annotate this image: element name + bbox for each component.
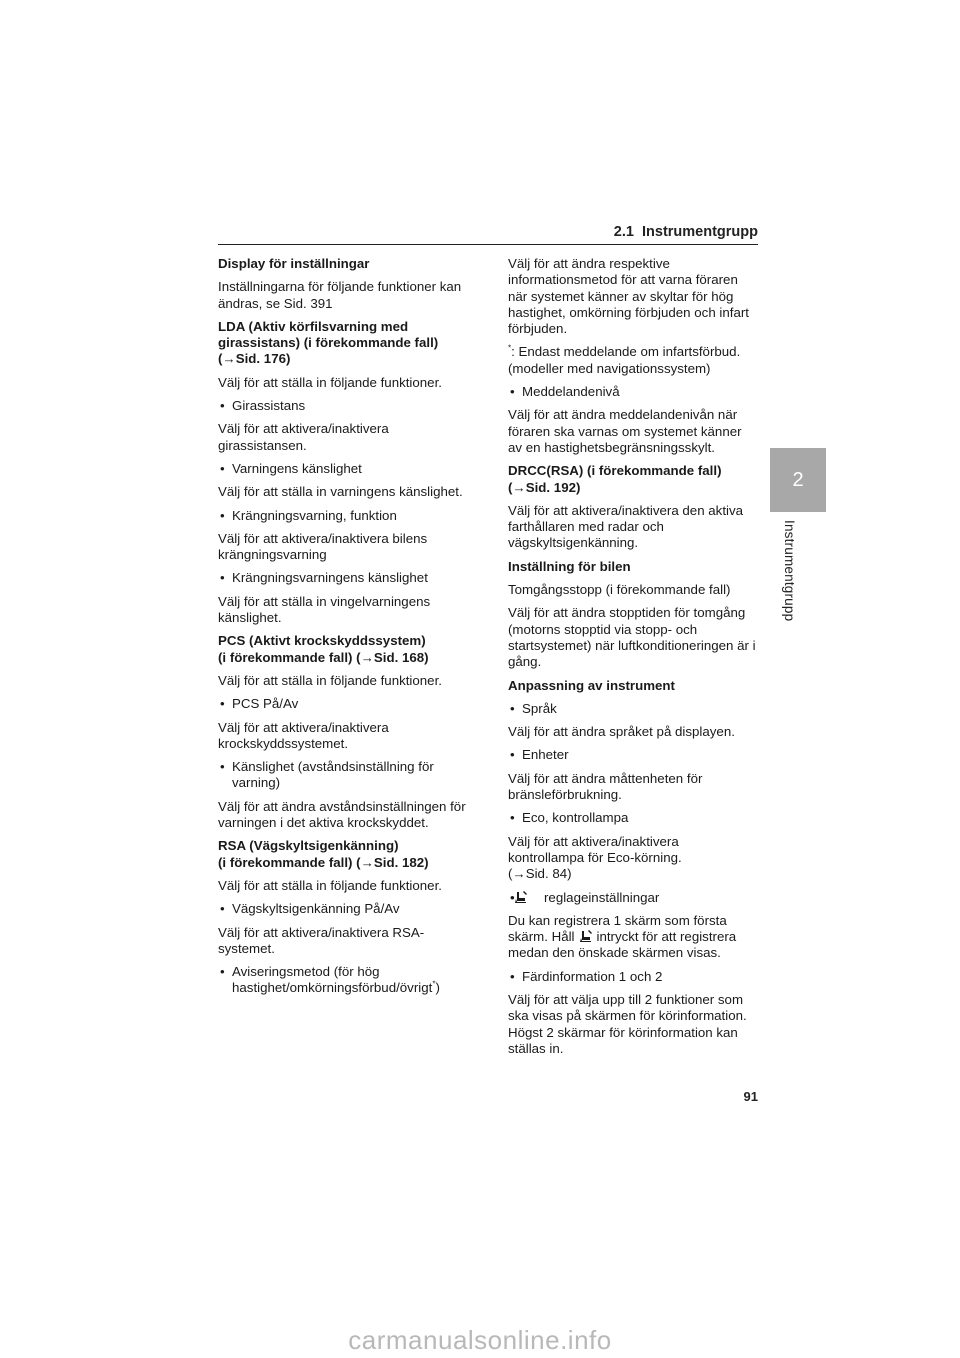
text-eco xyxy=(508,834,758,883)
right-column xyxy=(508,256,758,1064)
bullet-girassistans: Girassistans xyxy=(232,398,306,414)
text-fardinfo: Välj för att välja upp till 2 funktioner som ska visas på skärmen för körinformation. Högst 2 skärmar för körinformation kan ställas in. xyxy=(508,991,747,1056)
text-eco-body: Välj för att aktivera/inaktivera kontrollampa för Eco-körning. xyxy=(508,833,682,865)
bullet-varningens: Varningens känslighet xyxy=(232,460,362,476)
lda-heading xyxy=(218,319,468,368)
list-item: • PCS På/Av xyxy=(220,696,299,712)
list-item: • Färdinformation 1 och 2 xyxy=(510,968,663,984)
footnote xyxy=(508,344,758,377)
tomgang-title: Tomgångsstopp (i förekommande fall) xyxy=(508,582,731,598)
footnote-text: : Endast meddelande om infartsförbud. (modeller med navigationssystem) xyxy=(508,344,741,376)
bullet-fardinfo: Färdinformation 1 och 2 xyxy=(522,968,663,984)
chapter-tab xyxy=(770,448,826,512)
pcs-heading-line2: (i förekommande fall) (→Sid. 168) xyxy=(218,649,429,665)
running-header xyxy=(218,224,758,240)
list-item: • reglageinställningar xyxy=(510,889,660,905)
list-item: • Aviseringsmetod (för hög hastighet/omkörningsförbud/övrigt*) xyxy=(220,964,440,996)
rsa-intro: Välj för att ställa in följande funktioner. xyxy=(218,877,442,893)
text-pcs: Välj för att aktivera/inaktivera krockskyddssystemet. xyxy=(218,719,389,751)
seat-adjust-icon xyxy=(525,890,541,904)
list-item: • Eco, kontrollampa xyxy=(510,810,629,826)
list-item: • Enheter xyxy=(510,747,569,763)
text-reglage-1: Du kan registrera 1 skärm som första skärm. Håll xyxy=(508,912,727,945)
text-reglage-2: intryckt för att registrera medan den önskade skärmen visas. xyxy=(508,929,737,961)
page-number: 91 xyxy=(743,1089,758,1104)
footnote-marker: * xyxy=(508,344,512,354)
list-item: • Språk xyxy=(510,700,557,716)
list-item: • Krängningsvarningens känslighet xyxy=(220,570,428,586)
bullet-avisering-close: ) xyxy=(435,980,440,996)
drcc-heading-ref: (→Sid. 192) xyxy=(508,479,581,495)
rsa-heading-line2: (i förekommande fall) (→Sid. 182) xyxy=(218,854,429,870)
bullet-reglage: reglageinställningar xyxy=(544,889,660,905)
text-sprak: Välj för att ändra språket på displayen. xyxy=(508,724,735,740)
section-title: Instrumentgrupp xyxy=(642,224,758,240)
text-meddelande: Välj för att ändra meddelandenivån när föraren ska varnas om systemet känner av en hastighetsbegränsningsskylt. xyxy=(508,407,742,455)
bullet-meddelande: Meddelandenivå xyxy=(522,384,620,400)
seat-adjust-icon xyxy=(578,929,594,943)
bullet-pcs: PCS På/Av xyxy=(232,696,299,712)
bullet-enheter: Enheter xyxy=(522,747,569,763)
text-rsa: Välj för att aktivera/inaktivera RSA-systemet. xyxy=(218,924,425,956)
section-number: 2.1 xyxy=(613,224,634,240)
text-girassistans: Välj för att aktivera/inaktivera girassistansen. xyxy=(218,421,389,453)
anpassning-heading: Anpassning av instrument xyxy=(508,677,675,693)
left-column xyxy=(218,256,468,1004)
display-text: Inställningarna för följande funktioner kan ändras, se Sid. 391 xyxy=(218,279,462,311)
rsa-heading-line1: RSA (Vägskyltsigenkänning) xyxy=(218,838,399,854)
text-krangning-kanslighet: Välj för att ställa in vingelvarningens känslighet. xyxy=(218,593,431,626)
lda-heading-text: LDA (Aktiv körfilsvarning med girassistans) (i förekommande fall) xyxy=(218,318,439,351)
text-krangning-funktion: Välj för att aktivera/inaktivera bilens krängningsvarning xyxy=(218,530,428,563)
bullet-eco: Eco, kontrollampa xyxy=(522,810,629,826)
bilen-heading: Inställning för bilen xyxy=(508,558,631,574)
watermark: carmanualsonline.info xyxy=(348,1325,612,1355)
footnote-marker: * xyxy=(432,979,436,989)
pcs-heading xyxy=(218,633,468,666)
list-item: • Vägskyltsigenkänning På/Av xyxy=(220,901,400,917)
bullet-sprak: Språk xyxy=(522,700,557,716)
text-reglage xyxy=(508,913,758,962)
drcc-heading-text: DRCC(RSA) (i förekommande fall) xyxy=(508,463,722,479)
text-kanslighet: Välj för att ändra avståndsinställningen för varningen i det aktiva krockskyddet. xyxy=(218,798,466,831)
bullet-krangning-funktion: Krängningsvarning, funktion xyxy=(232,507,397,523)
list-item: • Meddelandenivå xyxy=(510,384,620,400)
bullet-avisering: Aviseringsmetod (för hög hastighet/omkörningsförbud/övrigt xyxy=(232,964,433,996)
header-rule xyxy=(218,244,758,245)
text-enheter: Välj för att ändra måttenheten för bränsleförbrukning. xyxy=(508,770,703,803)
list-item: • Känslighet (avståndsinställning för varning) xyxy=(220,759,434,791)
text-avisering: Välj för att ändra respektive informationsmetod för att varna föraren när systemet känner av skyltar för hög hastighet, omkörning förbjuden och infart förbjuden. xyxy=(508,256,749,337)
bullet-rsa: Vägskyltsigenkänning På/Av xyxy=(232,901,400,917)
display-heading: Display för inställningar xyxy=(218,256,370,271)
rsa-heading xyxy=(218,838,468,871)
text-drcc: Välj för att aktivera/inaktivera den aktiva farthållaren med radar och vägskyltsigenkänning. xyxy=(508,502,744,551)
pcs-heading-line1: PCS (Aktivt krockskyddssystem) xyxy=(218,633,426,649)
list-item: • Varningens känslighet xyxy=(220,460,362,476)
list-item: • Krängningsvarning, funktion xyxy=(220,507,397,523)
pcs-intro: Välj för att ställa in följande funktioner. xyxy=(218,672,442,688)
text-eco-ref: (→Sid. 84) xyxy=(508,866,572,882)
lda-intro: Välj för att ställa in följande funktioner. xyxy=(218,374,442,390)
drcc-heading xyxy=(508,463,758,496)
text-tomgang: Välj för att ändra stopptiden för tomgång (motorns stopptid via stopp- och startsystemet) när luftkonditioneringen är i gång. xyxy=(508,605,756,670)
bullet-krangning-kanslighet: Krängningsvarningens känslighet xyxy=(232,570,428,586)
list-item: • Girassistans xyxy=(220,398,306,414)
chapter-number: 2 xyxy=(792,468,804,491)
bullet-kanslighet: Känslighet (avståndsinställning för varning) xyxy=(232,759,434,791)
lda-heading-ref: (→Sid. 176) xyxy=(218,351,291,367)
text-varningens: Välj för att ställa in varningens känslighet. xyxy=(218,484,463,500)
chapter-label: Instrumentgrupp xyxy=(782,520,797,622)
